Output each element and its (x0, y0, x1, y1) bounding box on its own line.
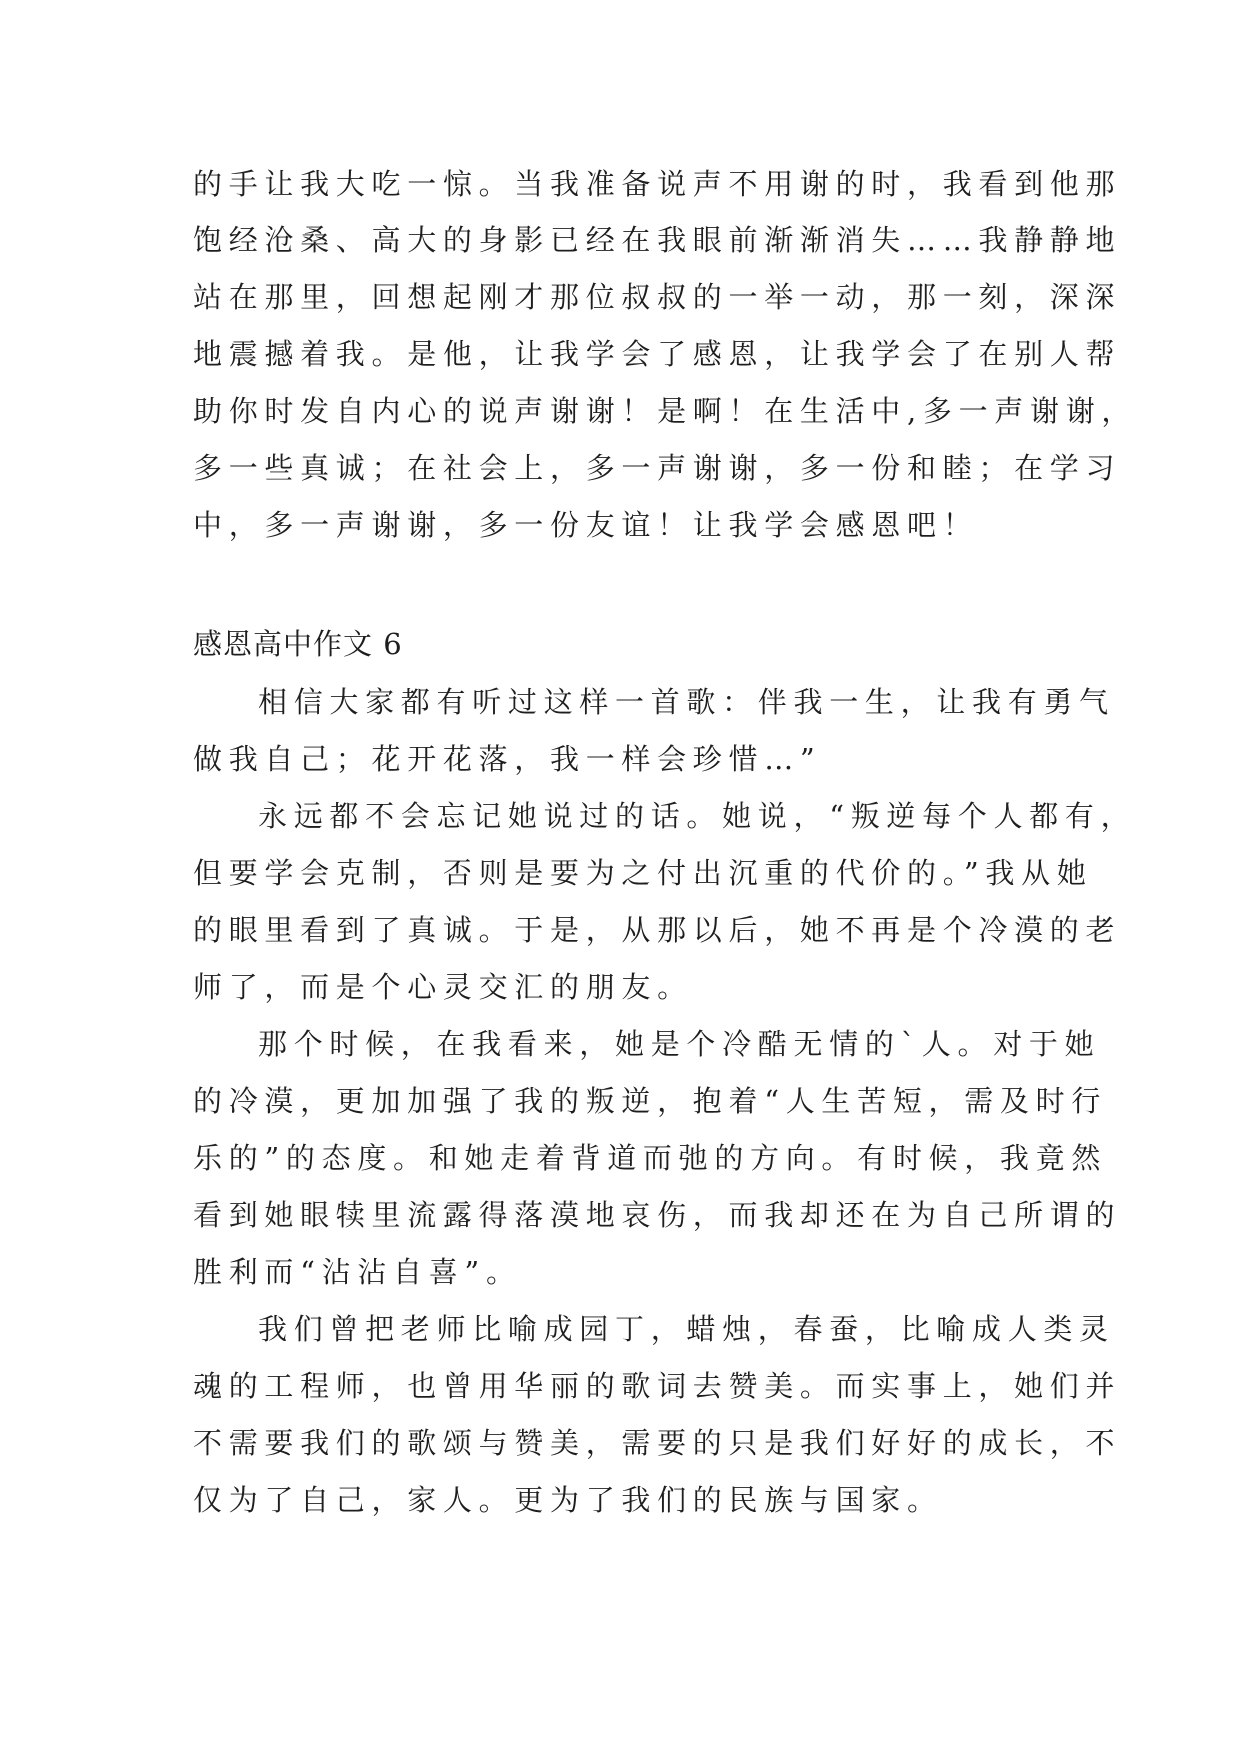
text-line: 永远都不会忘记她说过的话。她说，“叛逆每个人都有， (258, 799, 1137, 833)
text-line: 站在那里，回想起刚才那位叔叔的一举一动，那一刻，深深 (193, 280, 1122, 314)
text-line: 的冷漠，更加加强了我的叛逆，抱着“人生苦短，需及时行 (193, 1084, 1108, 1118)
essay-title: 感恩高中作文 6 (193, 627, 403, 661)
text-line: 地震撼着我。是他，让我学会了感恩，让我学会了在别人帮 (193, 337, 1122, 371)
text-line: 师了，而是个心灵交汇的朋友。 (193, 970, 693, 1004)
text-line: 看到她眼犊里流露得落漠地哀伤，而我却还在为自己所谓的 (193, 1198, 1122, 1232)
text-line: 做我自己；花开花落，我一样会珍惜…” (193, 742, 822, 776)
text-line: 的眼里看到了真诚。于是，从那以后，她不再是个冷漠的老 (193, 913, 1122, 947)
text-line: 那个时候，在我看来，她是个冷酷无情的`人。对于她 (258, 1027, 1101, 1061)
text-line: 饱经沧桑、高大的身影已经在我眼前渐渐消失……我静静地 (193, 223, 1122, 257)
text-line: 助你时发自内心的说声谢谢！是啊！在生活中,多一声谢谢， (193, 394, 1138, 428)
text-line: 多一些真诚；在社会上，多一声谢谢，多一份和睦；在学习 (193, 451, 1122, 485)
text-line: 魂的工程师，也曾用华丽的歌词去赞美。而实事上，她们并 (193, 1369, 1122, 1403)
text-line: 乐的”的态度。和她走着背道而弛的方向。有时候，我竟然 (193, 1141, 1108, 1175)
text-line: 中，多一声谢谢，多一份友谊！让我学会感恩吧！ (193, 508, 979, 542)
text-line: 的手让我大吃一惊。当我准备说声不用谢的时，我看到他那 (193, 167, 1122, 201)
text-line: 我们曾把老师比喻成园丁，蜡烛，春蚕，比喻成人类灵 (258, 1312, 1115, 1346)
text-line: 但要学会克制，否则是要为之付出沉重的代价的。”我从她 (193, 856, 1093, 890)
text-line: 不需要我们的歌颂与赞美，需要的只是我们好好的成长，不 (193, 1426, 1122, 1460)
text-line: 相信大家都有听过这样一首歌：伴我一生，让我有勇气 (258, 685, 1115, 719)
text-line: 胜利而“沾沾自喜”。 (193, 1255, 522, 1289)
text-line: 仅为了自己，家人。更为了我们的民族与国家。 (193, 1483, 943, 1517)
